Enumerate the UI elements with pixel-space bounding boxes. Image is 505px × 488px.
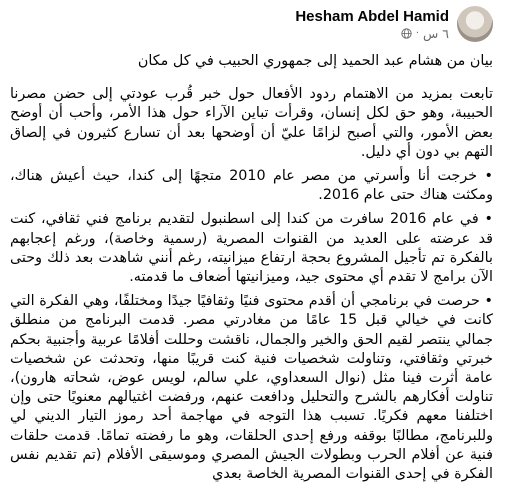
globe-icon[interactable] <box>401 28 412 39</box>
post-time[interactable]: ٦ س <box>423 25 449 41</box>
post-title: بيان من هشام عبد الحميد إلى جمهوري الحبيب في كل مكان <box>137 53 493 69</box>
post-subline <box>295 26 449 42</box>
author-name[interactable]: Hesham Abdel Hamid <box>295 7 449 25</box>
post-header <box>10 0 493 46</box>
post-paragraph-bullet-1: • خرجت أنا وأسرتي من مصر عام 2010 متجهًا إلى كندا، حيث أعيش هناك، ومكثت هناك حتى عام 2016. <box>10 168 493 204</box>
post-body <box>10 52 493 484</box>
author-avatar[interactable] <box>457 6 493 42</box>
post-meta <box>295 7 449 42</box>
separator-dot: · <box>415 27 420 39</box>
post-paragraph-intro: تابعت بمزيد من الاهتمام ردود الأفعال حول خبر قُرب عودتي إلى حضن مصرنا الحبيبة، وهو حق لكل إنسان، وقرأت تباين الآراء حول هذا الأمر، وأحب أن أوضح بعض الأمور، والتي أصبح لزامًا عليّ أن أوضحها بعد أن تسارع كثيرون في إلصاق التهم بي دون أي دليل. <box>10 86 493 160</box>
post-paragraph-bullet-2: • في عام 2016 سافرت من كندا إلى اسطنبول لتقديم برنامج فني ثقافي، كنت قد عرضته على العديد من القنوات المصرية (رسمية وخاصة)، ورغم إعجابهم بالفكرة تم تأجيل المشروع بحجة ارتفاع ميزانيته، رغم أنني شاهدت بعد ذلك وحتى الآن برامج لا تقدم أي محتوى جيد، وميزانيتها أضعاف ما قدمته. <box>10 211 493 286</box>
post-paragraph-bullet-3: • حرصت في برنامجي أن أقدم محتوى فنيًا وثقافيًا جيدًا ومختلفًا، وهي الفكرة التي كانت في خيالي قبل 15 عامًا من مغادرتي مصر. قدمت البرنامج من منطلق جمالي ينتصر لقيم الحق والخير والجمال، ناقشت وحللت أفلامًا عربية وأجنبية بحكم خبرتي وثقافتي، وتناولت شخصيات فنية كنت قريبًا منها، وتحدثت عن شخصيات عامة أثرت فينا مثل (نوال السعداوي، علي سالم، لويس عوض، شحاته هارون)، تناولت أفكارهم بالشرح والتحليل ودافعت عنهم، ورفضت اغتيالهم معنويًا حتى وإن اختلفنا معهم فكريًا. تسبب هذا التوجه في مهاجمة أحد رموز التيار الديني لي وللبرنامج، مطالبًا بوقفه ورفع إحدى الحلقات، وهو ما رفضته تمامًا. قدمت حلقات فنية عن أفلام الحرب وبطولات الجيش المصري وموسيقى الأفلام (تم تقديم نفس الفكرة في إحدى القنوات المصرية الخاصة بعدي <box>10 293 493 483</box>
